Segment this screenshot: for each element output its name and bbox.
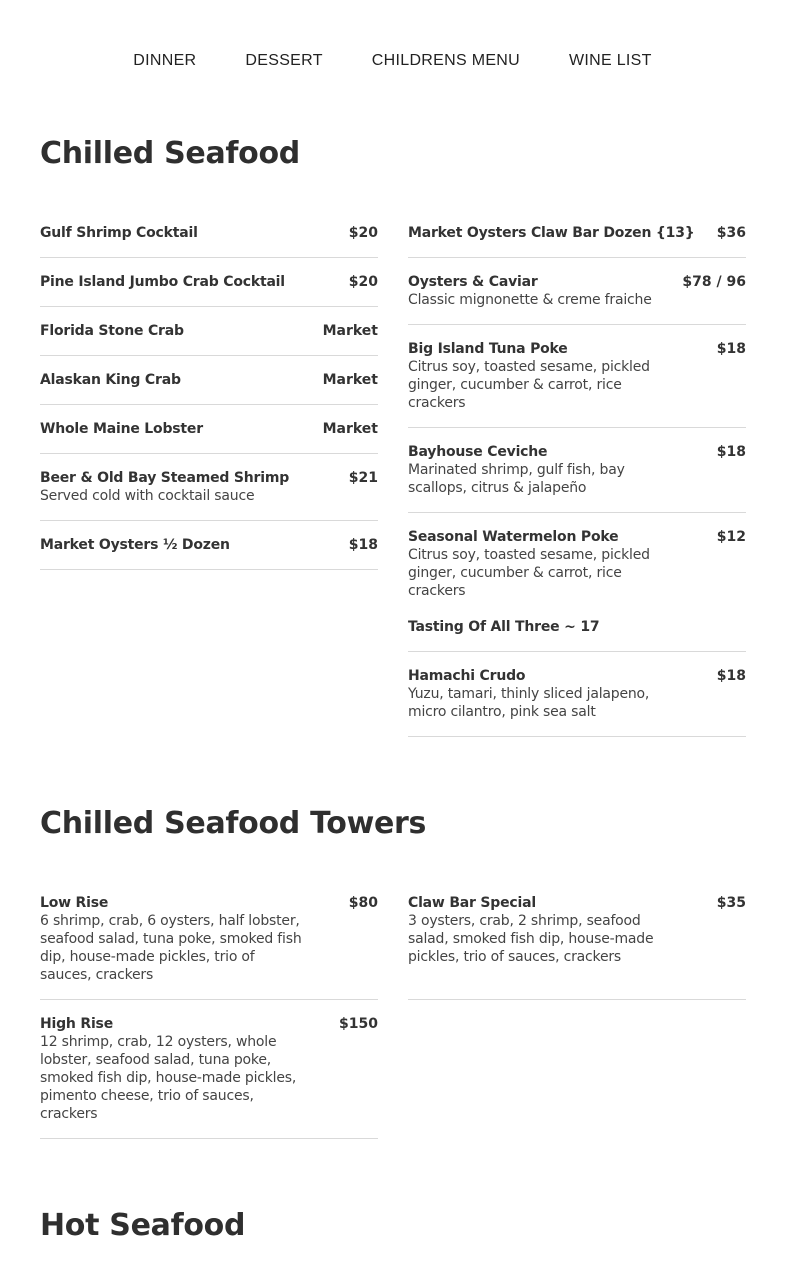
item-price: $20 [348, 225, 378, 241]
item-name: Claw Bar Special [408, 895, 536, 911]
item-price: $36 [716, 225, 746, 241]
chilled-left-column [40, 224, 378, 570]
item-price: $18 [716, 668, 746, 684]
towers-right-column [408, 894, 746, 1000]
item-name: Alaskan King Crab [40, 372, 181, 388]
item-name: Florida Stone Crab [40, 323, 184, 339]
item-price: Market [322, 323, 378, 339]
item-description: Served cold with cocktail sauce [40, 488, 255, 504]
chilled-right-column [408, 224, 746, 737]
menu-item [40, 420, 378, 454]
nav-link-dessert[interactable]: DESSERT [245, 52, 323, 69]
item-name: Big Island Tuna Poke [408, 341, 568, 357]
menu-item [408, 224, 746, 258]
menu-item [408, 894, 746, 1000]
item-name: High Rise [40, 1016, 113, 1032]
menu-item [408, 443, 746, 513]
menu-item [40, 371, 378, 405]
item-name: Pine Island Jumbo Crab Cocktail [40, 274, 285, 290]
menu-item [40, 536, 378, 570]
item-price: $18 [716, 341, 746, 357]
menu-item [408, 528, 746, 652]
item-description: 12 shrimp, crab, 12 oysters, whole lobster, seafood salad, tuna poke, smoked fish dip, house-made pickles, pimento cheese, trio of sauces, crackers [40, 1034, 297, 1122]
towers-left-column [40, 894, 378, 1139]
item-price: $80 [348, 895, 378, 911]
section-title-chilled-seafood: Chilled Seafood [40, 136, 300, 171]
nav-link-dinner[interactable]: DINNER [133, 52, 197, 69]
item-description: Yuzu, tamari, thinly sliced jalapeno, micro cilantro, pink sea salt [408, 686, 650, 720]
item-price: $18 [716, 444, 746, 460]
menu-item [40, 273, 378, 307]
menu-item [40, 894, 378, 1000]
item-description: Citrus soy, toasted sesame, pickled ginger, cucumber & carrot, rice crackers [408, 547, 650, 599]
item-name: Hamachi Crudo [408, 668, 526, 684]
item-price: $78 / 96 [682, 274, 746, 290]
top-nav [0, 52, 785, 70]
item-name: Oysters & Caviar [408, 274, 538, 290]
item-description: Citrus soy, toasted sesame, pickled ginger, cucumber & carrot, rice crackers [408, 359, 650, 411]
menu-item [40, 322, 378, 356]
item-price: $12 [716, 529, 746, 545]
item-description: 3 oysters, crab, 2 shrimp, seafood salad, smoked fish dip, house-made pickles, trio of sauces, crackers [408, 913, 654, 965]
nav-link-wine-list[interactable]: WINE LIST [569, 52, 652, 69]
item-price: Market [322, 372, 378, 388]
item-description: 6 shrimp, crab, 6 oysters, half lobster, seafood salad, tuna poke, smoked fish dip, house-made pickles, trio of sauces, crackers [40, 913, 302, 983]
item-price: $18 [348, 537, 378, 553]
item-name: Whole Maine Lobster [40, 421, 203, 437]
item-description: Marinated shrimp, gulf fish, bay scallops, citrus & jalapeño [408, 462, 625, 496]
item-name: Seasonal Watermelon Poke [408, 529, 619, 545]
nav-link-childrens-menu[interactable]: CHILDRENS MENU [371, 52, 521, 69]
item-name: Gulf Shrimp Cocktail [40, 225, 198, 241]
item-name: Market Oysters Claw Bar Dozen {13} [408, 225, 695, 241]
menu-item [408, 667, 746, 737]
item-price: $21 [348, 470, 378, 486]
section-title-hot-seafood: Hot Seafood [40, 1208, 246, 1243]
item-name: Market Oysters ½ Dozen [40, 537, 230, 553]
item-price: $35 [716, 895, 746, 911]
item-price: $150 [339, 1016, 378, 1032]
menu-item [40, 1015, 378, 1139]
tasting-note: Tasting Of All Three ~ 17 [408, 619, 600, 635]
menu-item [408, 273, 746, 325]
menu-item [40, 469, 378, 521]
item-name: Low Rise [40, 895, 109, 911]
item-price: Market [322, 421, 378, 437]
menu-item [40, 224, 378, 258]
item-price: $20 [348, 274, 378, 290]
item-name: Beer & Old Bay Steamed Shrimp [40, 470, 290, 486]
item-description: Classic mignonette & creme fraiche [408, 292, 652, 308]
item-name: Bayhouse Ceviche [408, 444, 548, 460]
menu-item [408, 340, 746, 428]
section-title-chilled-seafood-towers: Chilled Seafood Towers [40, 806, 427, 841]
